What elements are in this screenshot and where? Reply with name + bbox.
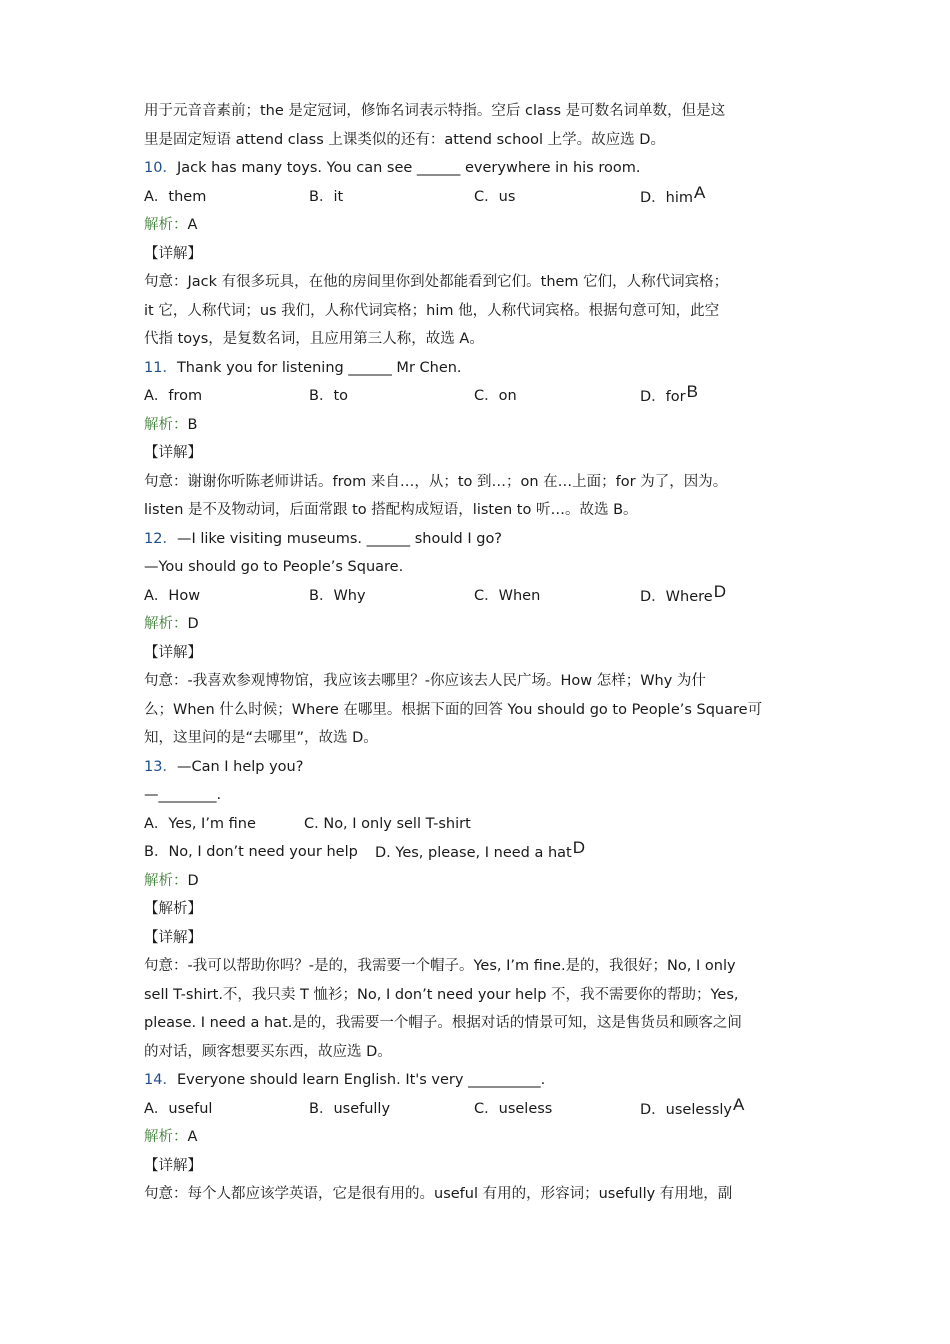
question-text: —Can I help you? — [176, 758, 304, 775]
detail-heading: 【详解】 — [144, 445, 202, 461]
analysis-heading: 【解析】 — [144, 901, 202, 917]
analysis-line — [144, 411, 804, 440]
analysis-value: B — [187, 416, 198, 433]
option-c: C. No, I only sell T-shirt — [304, 815, 471, 832]
question-text: —I like visiting museums. ______ should I go? — [176, 530, 503, 547]
detail-line: it 它，人称代词；us 我们，人称代词宾格；him 他，人称代词宾格。根据句意可知，此空 — [144, 302, 720, 319]
question-number: 12． — [144, 530, 177, 547]
option-d — [375, 838, 585, 868]
question-11-stem — [144, 354, 804, 383]
detail-heading: 【详解】 — [144, 1157, 202, 1174]
option-b: B．to — [309, 388, 349, 404]
option-d — [640, 1095, 744, 1125]
detail-line: 句意：-我喜欢参观博物馆，我应该去哪里？-你应该去人民广场。How 怎样；Why 为什 — [144, 673, 706, 689]
question-text: Everyone should learn English. It's very __________. — [176, 1072, 546, 1088]
analysis-label: 解析： — [144, 872, 188, 889]
option-b: B．usefully — [309, 1100, 391, 1117]
answer-mark: D — [713, 581, 726, 601]
question-10-stem — [144, 154, 804, 183]
detail-line: sell T-shirt.不，我只卖 T 恤衫；No, I don’t need your help 不，我不需要你的帮助；Yes, — [144, 986, 739, 1003]
question-12-reply: —You should go to People’s Square. — [144, 559, 404, 575]
paragraph-line: 用于元音音素前；the 是定冠词，修饰名词表示特指。空后 class 是可数名词单数，但是这 — [144, 103, 726, 119]
option-d — [640, 382, 698, 412]
option-c: C．us — [474, 188, 516, 205]
option-d-text: D．Where — [640, 588, 713, 605]
analysis-line — [144, 610, 804, 639]
analysis-line — [144, 211, 804, 240]
analysis-label: 解析： — [144, 616, 188, 632]
analysis-label: 解析： — [144, 1129, 188, 1145]
detail-line: please. I need a hat.是的，我需要一个帽子。根据对话的情景可知，这是售货员和顾客之间 — [144, 1015, 742, 1031]
question-11-options — [144, 382, 804, 411]
question-14-stem — [144, 1066, 804, 1095]
question-13-stem — [144, 753, 804, 782]
option-a: A．them — [144, 188, 207, 205]
detail-line: 知，这里问的是“去哪里”，故选 D。 — [144, 730, 378, 746]
option-a: A．Yes, I’m fine — [144, 815, 256, 832]
option-d-text: D．uselessly — [640, 1101, 732, 1118]
detail-line: 句意：Jack 有很多玩具，在他的房间里你到处都能看到它们。them 它们，人称代词宾格； — [144, 274, 729, 290]
option-b: B．it — [309, 188, 344, 205]
answer-mark: B — [686, 382, 698, 401]
analysis-value: D — [187, 872, 199, 889]
detail-line: 么；When 什么时候；Where 在哪里。根据下面的回答 You should go to People’s Square可 — [144, 701, 763, 718]
detail-line: 的对话，顾客想要买东西，故应选 D。 — [144, 1043, 392, 1060]
option-d-text: D. Yes, please, I need a hat — [375, 845, 572, 861]
document-content — [144, 97, 804, 1209]
detail-heading: 【详解】 — [144, 245, 202, 262]
question-12-stem — [144, 525, 804, 554]
analysis-value: A — [187, 1129, 198, 1145]
question-13-options-row2 — [144, 838, 804, 867]
option-a: A．How — [144, 587, 201, 604]
option-b: B．Why — [309, 587, 366, 604]
detail-heading: 【详解】 — [144, 644, 202, 661]
analysis-value: A — [187, 217, 198, 233]
question-14-options — [144, 1095, 804, 1124]
option-d-text: D．him — [640, 189, 694, 206]
detail-line: 句意：每个人都应该学英语，它是很有用的。useful 有用的，形容词；usefully 有用地，副 — [144, 1186, 733, 1202]
analysis-value: D — [187, 616, 199, 632]
option-d — [640, 183, 705, 213]
question-text: Jack has many toys. You can see ______ everywhere in his room. — [176, 160, 641, 176]
answer-mark: A — [733, 1094, 745, 1114]
question-13-blank: —________. — [144, 787, 222, 803]
analysis-label: 解析： — [144, 217, 188, 233]
detail-heading: 【详解】 — [144, 929, 202, 946]
question-12-options — [144, 582, 804, 611]
detail-line: 句意：-我可以帮助你吗？-是的，我需要一个帽子。Yes, I’m fine.是的，我很好；No, I only — [144, 958, 736, 974]
option-c: C．on — [474, 388, 517, 404]
question-text: Thank you for listening ______ Mr Chen. — [176, 359, 462, 376]
analysis-line — [144, 1123, 804, 1152]
answer-mark: D — [572, 838, 586, 857]
option-a: A．from — [144, 388, 203, 404]
question-number: 11． — [144, 359, 177, 376]
option-d — [640, 582, 726, 612]
detail-line: 句意：谢谢你听陈老师讲话。from 来自…，从；to 到…；on 在…上面；for 为了，因为。 — [144, 473, 728, 490]
option-d-text: D．for — [640, 389, 686, 405]
detail-line: 代指 toys，是复数名词，且应用第三人称，故选 A。 — [144, 331, 484, 347]
question-number: 13． — [144, 758, 177, 775]
option-a: A．useful — [144, 1100, 213, 1117]
detail-line: listen 是不及物动词，后面常跟 to 搭配构成短语，listen to 听…。故选 B。 — [144, 502, 638, 518]
paragraph-line: 里是固定短语 attend class 上课类似的还有：attend school 上学。故应选 D。 — [144, 131, 665, 148]
question-13-options-row1 — [144, 810, 804, 839]
question-10-options — [144, 183, 804, 212]
option-c: C．When — [474, 587, 541, 604]
option-c: C．useless — [474, 1100, 553, 1117]
analysis-label: 解析： — [144, 416, 188, 433]
answer-mark: A — [694, 182, 706, 202]
question-number: 14． — [144, 1072, 177, 1088]
question-number: 10． — [144, 160, 177, 176]
analysis-line — [144, 867, 804, 896]
option-b: B．No, I don’t need your help — [144, 844, 358, 860]
